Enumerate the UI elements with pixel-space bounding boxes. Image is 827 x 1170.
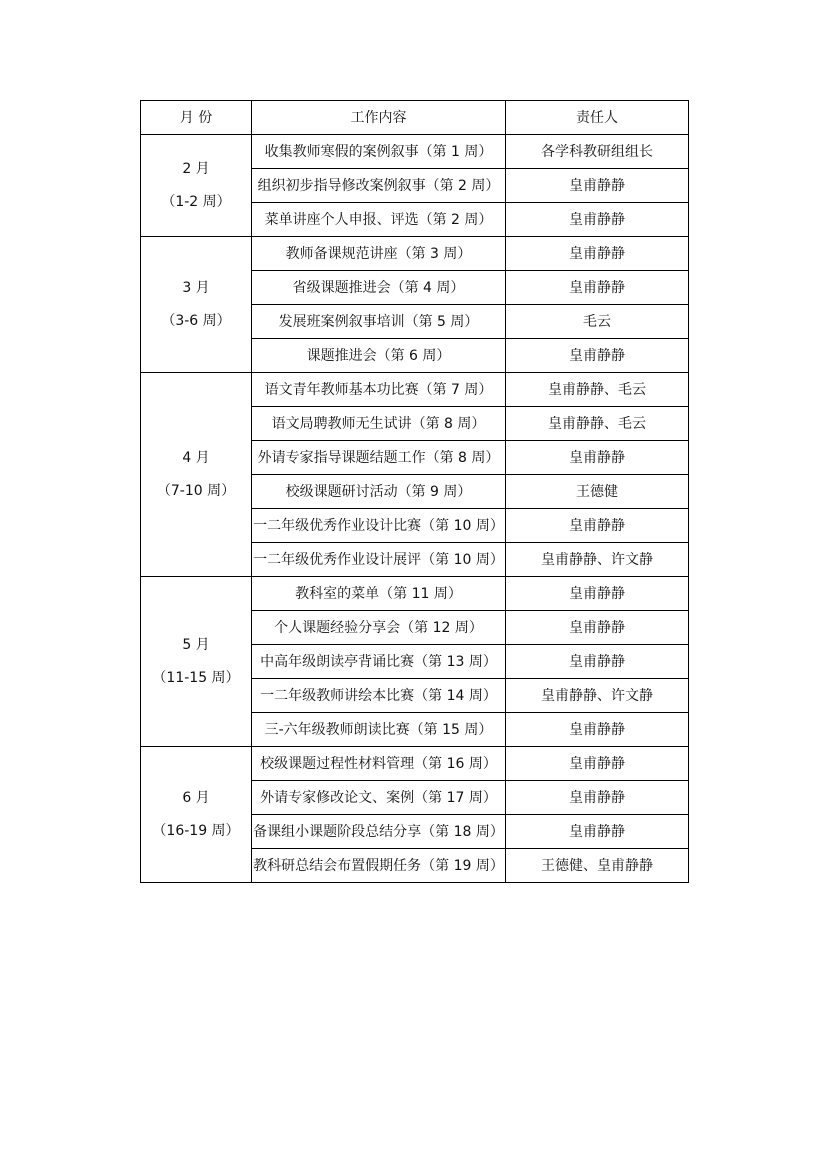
owner-cell: 皇甫静静	[506, 509, 689, 543]
month-name: 5 月	[182, 637, 210, 653]
owner-cell: 皇甫静静	[506, 781, 689, 815]
owner-cell: 皇甫静静	[506, 203, 689, 237]
owner-cell: 皇甫静静、许文静	[506, 679, 689, 713]
work-content-cell: 三-六年级教师朗读比赛（第 15 周）	[252, 713, 506, 747]
content-column-header: 工作内容	[252, 101, 506, 135]
table-body	[141, 135, 689, 883]
owner-cell: 皇甫静静、毛云	[506, 373, 689, 407]
owner-cell: 皇甫静静	[506, 645, 689, 679]
work-content-cell: 一二年级教师讲绘本比赛（第 14 周）	[252, 679, 506, 713]
work-content-cell: 个人课题经验分享会（第 12 周）	[252, 611, 506, 645]
owner-cell: 皇甫静静	[506, 169, 689, 203]
month-name: 2 月	[182, 161, 210, 177]
work-content-cell: 一二年级优秀作业设计比赛（第 10 周）	[252, 509, 506, 543]
month-cell	[141, 373, 252, 577]
owner-column-header: 责任人	[506, 101, 689, 135]
table-row	[141, 373, 689, 407]
month-weeks: （16-19 周）	[152, 823, 240, 839]
work-content-cell: 一二年级优秀作业设计展评（第 10 周）	[252, 543, 506, 577]
header-row	[141, 101, 689, 135]
owner-cell: 毛云	[506, 305, 689, 339]
work-content-cell: 语文局聘教师无生试讲（第 8 周）	[252, 407, 506, 441]
owner-cell: 皇甫静静、许文静	[506, 543, 689, 577]
owner-cell: 王德健、皇甫静静	[506, 849, 689, 883]
work-content-cell: 收集教师寒假的案例叙事（第 1 周）	[252, 135, 506, 169]
work-content-cell: 教师备课规范讲座（第 3 周）	[252, 237, 506, 271]
owner-cell: 皇甫静静	[506, 713, 689, 747]
month-name: 4 月	[182, 450, 210, 466]
table-row	[141, 747, 689, 781]
work-content-cell: 备课组小课题阶段总结分享（第 18 周）	[252, 815, 506, 849]
table-row	[141, 237, 689, 271]
month-cell	[141, 237, 252, 373]
work-content-cell: 校级课题过程性材料管理（第 16 周）	[252, 747, 506, 781]
work-content-cell: 校级课题研讨活动（第 9 周）	[252, 475, 506, 509]
month-name: 6 月	[182, 790, 210, 806]
month-weeks: （1-2 周）	[161, 194, 231, 210]
work-content-cell: 发展班案例叙事培训（第 5 周）	[252, 305, 506, 339]
work-content-cell: 省级课题推进会（第 4 周）	[252, 271, 506, 305]
work-content-cell: 组织初步指导修改案例叙事（第 2 周）	[252, 169, 506, 203]
owner-cell: 王德健	[506, 475, 689, 509]
owner-cell: 皇甫静静	[506, 339, 689, 373]
owner-cell: 皇甫静静	[506, 611, 689, 645]
month-name: 3 月	[182, 280, 210, 296]
table-row	[141, 577, 689, 611]
owner-cell: 皇甫静静	[506, 577, 689, 611]
owner-cell: 皇甫静静	[506, 271, 689, 305]
owner-cell: 皇甫静静、毛云	[506, 407, 689, 441]
month-weeks: （3-6 周）	[161, 313, 231, 329]
work-content-cell: 教科研总结会布置假期任务（第 19 周）	[252, 849, 506, 883]
month-cell	[141, 135, 252, 237]
work-content-cell: 教科室的菜单（第 11 周）	[252, 577, 506, 611]
month-weeks: （7-10 周）	[156, 483, 236, 499]
work-content-cell: 语文青年教师基本功比赛（第 7 周）	[252, 373, 506, 407]
work-content-cell: 中高年级朗读亭背诵比赛（第 13 周）	[252, 645, 506, 679]
work-content-cell: 外请专家指导课题结题工作（第 8 周）	[252, 441, 506, 475]
table-header	[141, 101, 689, 135]
work-content-cell: 课题推进会（第 6 周）	[252, 339, 506, 373]
table-row	[141, 135, 689, 169]
work-content-cell: 菜单讲座个人申报、评选（第 2 周）	[252, 203, 506, 237]
owner-cell: 皇甫静静	[506, 237, 689, 271]
month-cell	[141, 747, 252, 883]
owner-cell: 皇甫静静	[506, 441, 689, 475]
owner-cell: 各学科教研组组长	[506, 135, 689, 169]
work-content-cell: 外请专家修改论文、案例（第 17 周）	[252, 781, 506, 815]
month-cell	[141, 577, 252, 747]
month-weeks: （11-15 周）	[152, 670, 240, 686]
work-schedule-table	[140, 100, 689, 883]
owner-cell: 皇甫静静	[506, 747, 689, 781]
month-column-header: 月 份	[141, 101, 252, 135]
owner-cell: 皇甫静静	[506, 815, 689, 849]
